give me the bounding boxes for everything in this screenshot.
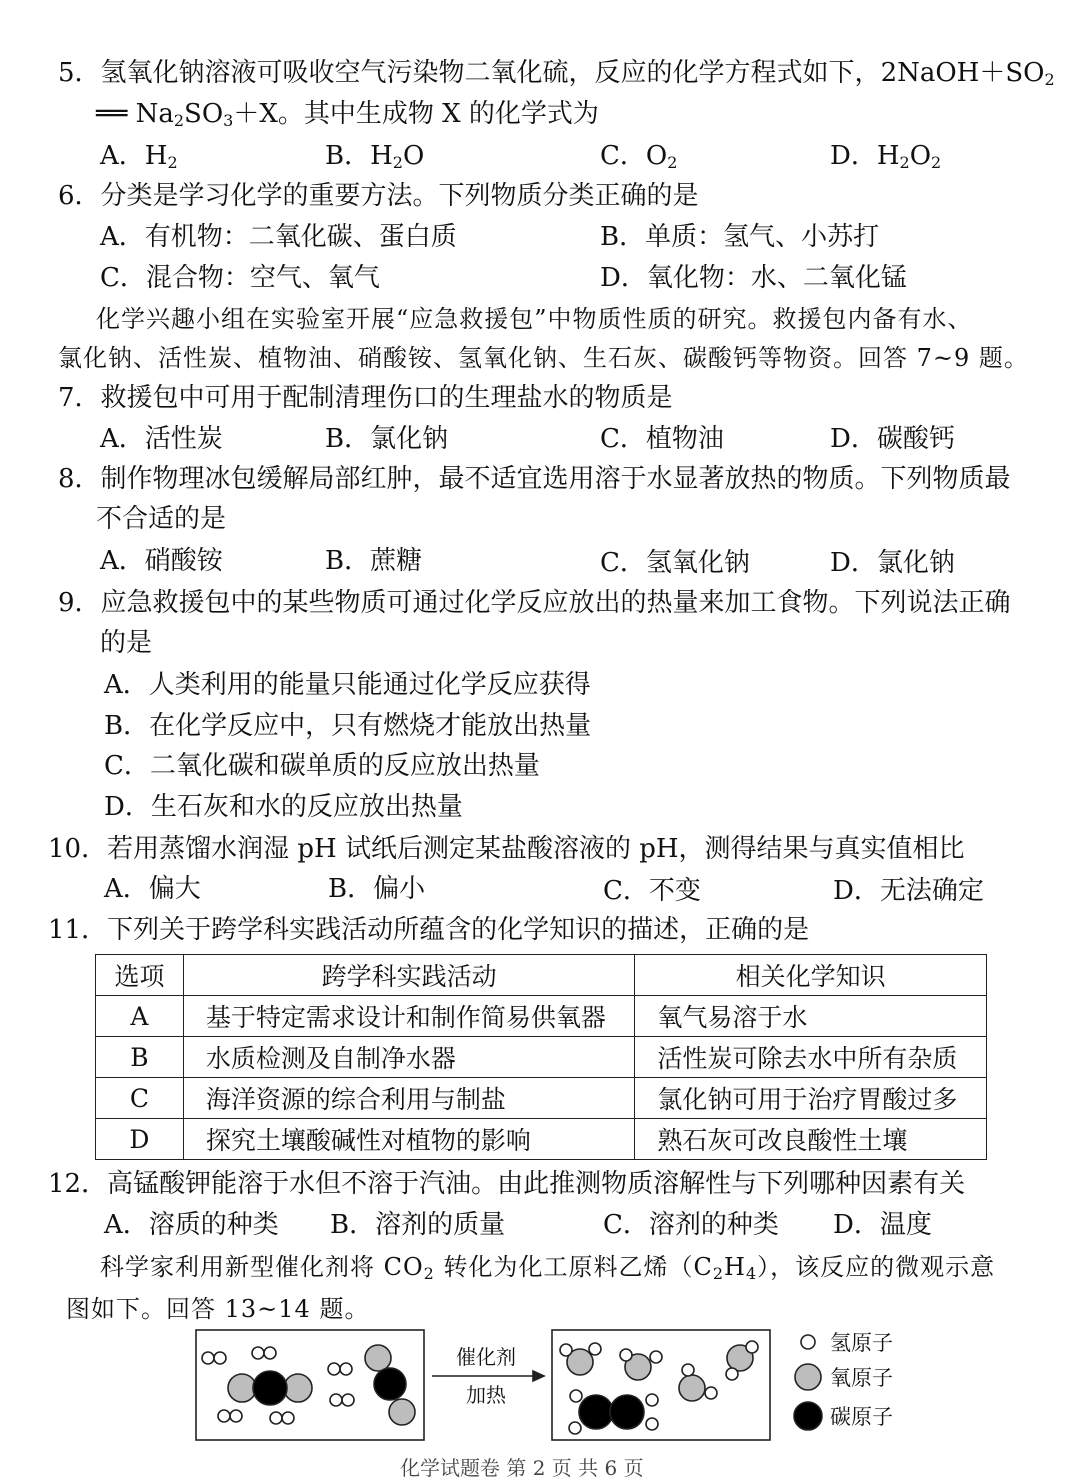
q10-option-d[interactable]: D．无法确定 <box>833 876 984 906</box>
table-row[interactable] <box>96 1037 987 1078</box>
q5-stem: 氢氧化钠溶液可吸收空气污染物二氧化硫，反应的化学方程式如下， <box>100 58 881 88</box>
q5-line2 <box>96 97 599 138</box>
q5-option-c-text: C．O <box>600 141 668 171</box>
q5-option-d[interactable] <box>830 139 941 180</box>
q11-stem-text: 下列关于跨学科实践活动所蕴含的化学知识的描述，正确的是 <box>107 915 810 945</box>
q8-stem-text: 制作物理冰包缓解局部红肿，最不适宜选用溶于水显著放热的物质。下列物质最 <box>100 464 1011 494</box>
arrow-head <box>533 1371 544 1381</box>
q11-row-b-option: B <box>96 1037 184 1078</box>
intro-13-14-line2: 图如下。回答 13~14 题。 <box>66 1295 370 1323</box>
q5-option-d-mid: O <box>909 141 932 171</box>
q10-option-a[interactable]: A．偏大 <box>104 874 201 904</box>
arrow-label-heat: 加热 <box>466 1383 506 1407</box>
q5-equation-part2: ══ Na <box>96 99 174 129</box>
intro-7-9-line1: 化学兴趣小组在实验室开展“应急救援包”中物质性质的研究。救援包内备有水、 <box>96 305 973 333</box>
q12-number: 12． <box>48 1169 108 1199</box>
q5-option-b-text: B．H <box>325 141 393 171</box>
q11-row-d-knowledge: 熟石灰可改良酸性土壤 <box>635 1119 987 1160</box>
q11-row-d-option: D <box>96 1119 184 1160</box>
intro-13-14-line1 <box>100 1250 995 1291</box>
q7-stem <box>58 381 673 415</box>
q10-number: 10． <box>48 834 108 864</box>
q5-sub: 2 <box>173 111 185 130</box>
q7-stem-text: 救援包中可用于配制清理伤口的生理盐水的物质是 <box>100 383 673 413</box>
q9-option-d[interactable]: D．生石灰和水的反应放出热量 <box>104 792 463 822</box>
intro-13-14-sub2: 2 <box>712 1264 725 1283</box>
hydrogen-atom-legend-icon <box>801 1335 815 1349</box>
q6-number: 6． <box>58 181 101 211</box>
q9-stem-line2: 的是 <box>100 628 153 658</box>
q5-equation-part3: SO <box>184 99 224 129</box>
table-row[interactable] <box>96 996 987 1037</box>
q5-equation-part1: 2NaOH＋SO <box>880 58 1045 88</box>
q12-option-c[interactable]: C．溶剂的种类 <box>603 1210 779 1240</box>
q5-option-d-sub2: 2 <box>931 153 942 172</box>
table-row[interactable] <box>96 1078 987 1119</box>
q11-number: 11． <box>48 915 108 945</box>
q5-line1 <box>58 56 1055 97</box>
q10-option-c[interactable]: C．不变 <box>603 876 701 906</box>
q5-option-b-tail: O <box>402 141 425 171</box>
q5-option-b-sub: 2 <box>392 153 403 172</box>
q11-header-activity: 跨学科实践活动 <box>183 955 634 996</box>
intro-13-14-sub: 2 <box>423 1264 435 1283</box>
q11-row-c-option: C <box>96 1078 184 1119</box>
q8-stem-line2: 不合适的是 <box>96 504 227 534</box>
carbon-dioxide-molecule <box>228 1371 312 1405</box>
q9-stem-line1 <box>58 586 1011 620</box>
page-footer: 化学试题卷 第 2 页 共 6 页 <box>400 1456 644 1480</box>
q9-option-a[interactable]: A．人类利用的能量只能通过化学反应获得 <box>104 670 591 700</box>
q9-number: 9． <box>58 588 101 618</box>
q6-stem <box>58 179 699 213</box>
q11-table <box>95 954 987 1160</box>
q5-equation-part4: ＋X。其中生成物 X 的化学式为 <box>233 99 599 129</box>
q11-row-a-knowledge: 氧气易溶于水 <box>635 996 987 1037</box>
q11-stem <box>48 913 809 947</box>
q12-stem-text: 高锰酸钾能溶于水但不溶于汽油。由此推测物质溶解性与下列哪种因素有关 <box>107 1169 966 1199</box>
q7-option-a[interactable]: A．活性炭 <box>100 424 223 454</box>
q8-option-d[interactable]: D．氯化钠 <box>830 548 955 578</box>
intro-13-14-text-d: ），该反应的微观示意 <box>757 1253 996 1281</box>
q11-row-b-knowledge: 活性炭可除去水中所有杂质 <box>635 1037 987 1078</box>
q9-option-b[interactable]: B．在化学反应中，只有燃烧才能放出热量 <box>104 711 592 741</box>
q8-option-b[interactable]: B．蔗糖 <box>325 546 423 576</box>
legend-hydrogen: 氢原子 <box>830 1331 893 1355</box>
q5-option-d-text: D．H <box>830 141 900 171</box>
q11-row-c-activity: 海洋资源的综合利用与制盐 <box>183 1078 634 1119</box>
q11-row-d-activity: 探究土壤酸碱性对植物的影响 <box>183 1119 634 1160</box>
q11-table-header <box>96 955 987 996</box>
q12-option-b[interactable]: B．溶剂的质量 <box>330 1210 506 1240</box>
q7-option-b[interactable]: B．氯化钠 <box>325 424 449 454</box>
q12-option-d[interactable]: D．温度 <box>833 1210 932 1240</box>
q7-option-c[interactable]: C．植物油 <box>600 424 724 454</box>
q10-stem <box>48 832 965 866</box>
q6-option-a[interactable]: A．有机物：二氧化碳、蛋白质 <box>100 222 457 252</box>
q5-option-a-text: A．H <box>100 141 168 171</box>
q12-option-a[interactable]: A．溶质的种类 <box>104 1210 279 1240</box>
q8-option-c[interactable]: C．氢氧化钠 <box>600 548 750 578</box>
arrow-label-catalyst: 催化剂 <box>456 1345 516 1369</box>
q5-number: 5． <box>58 58 101 88</box>
q6-option-c[interactable]: C．混合物：空气、氧气 <box>100 263 380 293</box>
q5-option-b[interactable] <box>325 139 424 180</box>
q6-stem-text: 分类是学习化学的重要方法。下列物质分类正确的是 <box>100 181 699 211</box>
intro-13-14-sub3: 4 <box>745 1264 758 1283</box>
q11-row-a-activity: 基于特定需求设计和制作简易供氧器 <box>183 996 634 1037</box>
carbon-atom-legend-icon <box>794 1402 822 1430</box>
intro-13-14-text-a: 科学家利用新型催化剂将 CO <box>100 1253 424 1281</box>
reaction-diagram <box>0 1320 1080 1450</box>
q11-header-knowledge: 相关化学知识 <box>635 955 987 996</box>
q9-option-c[interactable]: C．二氧化碳和碳单质的反应放出热量 <box>104 751 540 781</box>
q10-option-b[interactable]: B．偏小 <box>328 874 426 904</box>
q6-option-b[interactable]: B．单质：氢气、小苏打 <box>600 222 880 252</box>
q10-stem-text: 若用蒸馏水润湿 pH 试纸后测定某盐酸溶液的 pH，测得结果与真实值相比 <box>107 834 965 864</box>
legend-carbon: 碳原子 <box>830 1405 893 1429</box>
table-row[interactable] <box>96 1119 987 1160</box>
intro-13-14-text-c: H <box>724 1253 746 1281</box>
q11-header-option: 选项 <box>96 955 184 996</box>
q5-option-c[interactable] <box>600 139 677 180</box>
q5-option-a-sub: 2 <box>167 153 178 172</box>
legend-oxygen: 氧原子 <box>830 1366 893 1390</box>
q5-option-c-sub: 2 <box>667 153 678 172</box>
q11-row-c-knowledge: 氯化钠可用于治疗胃酸过多 <box>635 1078 987 1119</box>
q11-row-b-activity: 水质检测及自制净水器 <box>183 1037 634 1078</box>
q12-stem <box>48 1167 965 1201</box>
oxygen-atom-legend-icon <box>795 1364 821 1390</box>
q11-row-a-option: A <box>96 996 184 1037</box>
q7-option-d[interactable]: D．碳酸钙 <box>830 424 955 454</box>
q5-sub: 2 <box>1044 70 1055 89</box>
q9-stem-text: 应急救援包中的某些物质可通过化学反应放出的热量来加工食物。下列说法正确 <box>100 588 1011 618</box>
q8-option-a[interactable]: A．硝酸铵 <box>100 546 223 576</box>
intro-13-14-text-b: 转化为化工原料乙烯（C <box>434 1253 713 1281</box>
q5-option-d-sub1: 2 <box>899 153 910 172</box>
intro-7-9-line2: 氯化钠、活性炭、植物油、硝酸铵、氢氧化钠、生石灰、碳酸钙等物资。回答 7~9 题。 <box>58 344 1029 372</box>
q7-number: 7． <box>58 383 101 413</box>
q5-sub: 3 <box>223 111 234 130</box>
q8-stem-line1 <box>58 462 1011 496</box>
q6-option-d[interactable]: D．氧化物：水、二氧化锰 <box>600 263 907 293</box>
q8-number: 8． <box>58 464 101 494</box>
q5-option-a[interactable] <box>100 139 178 180</box>
